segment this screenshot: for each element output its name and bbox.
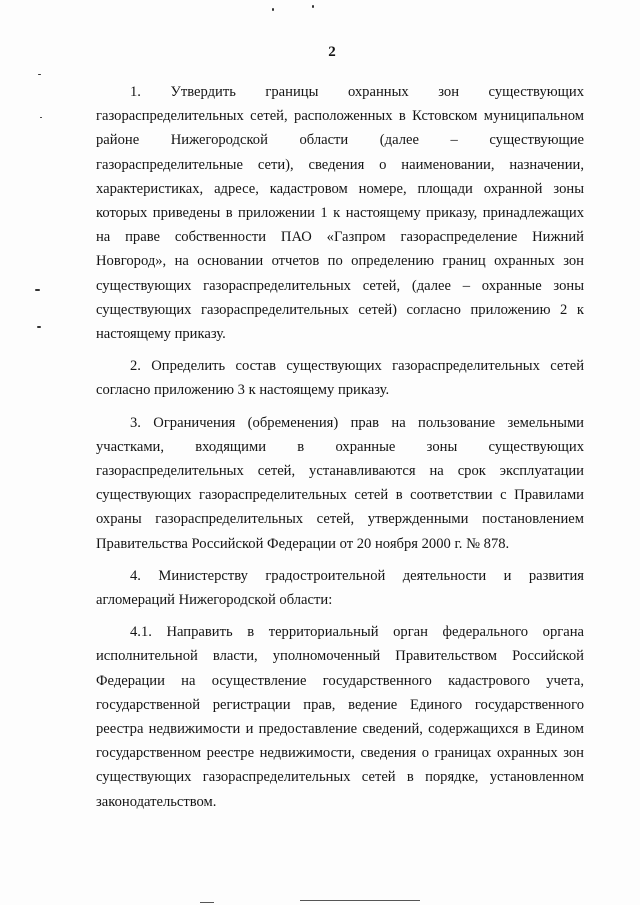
scan-speck-top <box>272 8 274 11</box>
scan-speck-left-2 <box>40 117 42 118</box>
scan-line-bottom-2 <box>200 902 214 903</box>
document-body <box>96 80 584 822</box>
scan-speck-left-4 <box>37 326 41 328</box>
scan-line-bottom <box>300 900 420 901</box>
scan-speck-top-2 <box>312 5 314 8</box>
paragraph-4: 4. Министерству градостроительной деятельности и развития агломераций Нижегородской области: <box>96 567 584 609</box>
paragraph-4-1: 4.1. Направить в территориальный орган федерального органа исполнительной власти, уполномоченный Правительством Российской Федерации на осуществление государственного кадастрового учета, государственной регистрации прав, ведение Единого государственного реестра недвижимости и предоставление сведений, содержащихся в Едином государственном реестре недвижимости, сведения о границах охранных зон существующих газораспределительных сетей в порядке, установленном законодательством. <box>96 624 584 810</box>
scan-speck-left-1 <box>38 74 41 75</box>
scan-speck-left-3 <box>35 289 40 291</box>
paragraph-2: 2. Определить состав существующих газораспределительных сетей согласно приложению 3 к настоящему приказу. <box>96 358 584 399</box>
paragraph-3: 3. Ограничения (обременения) прав на пользование земельными участками, входящими в охранные зоны существующих газораспределительных сетей, устанавливаются на срок эксплуатации существующих газораспределительных сетей в соответствии с Правилами охраны газораспределительных сетей, утвержденными постановлением Правительства Российской Федерации от 20 ноября 2000 г. № 878. <box>96 414 584 552</box>
page-number: 2 <box>328 44 336 60</box>
paragraph-1: 1. Утвердить границы охранных зон существующих газораспределительных сетей, расположенных в Кстовском муниципальном районе Нижегородской области (далее – существующие газораспределительные сети), сведения о наименовании, назначении, характеристиках, адресе, кадастровом номере, площади охранной зоны которых приведены в приложении 1 к настоящему приказу, принадлежащих на праве собственности ПАО «Газпром газораспределение Нижний Новгород», на основании отчетов по определению границ охранных зон существующих газораспределительных сетей, (далее – охранные зоны существующих газораспределительных сетей) согласно приложению 2 к настоящему приказу. <box>96 84 584 343</box>
